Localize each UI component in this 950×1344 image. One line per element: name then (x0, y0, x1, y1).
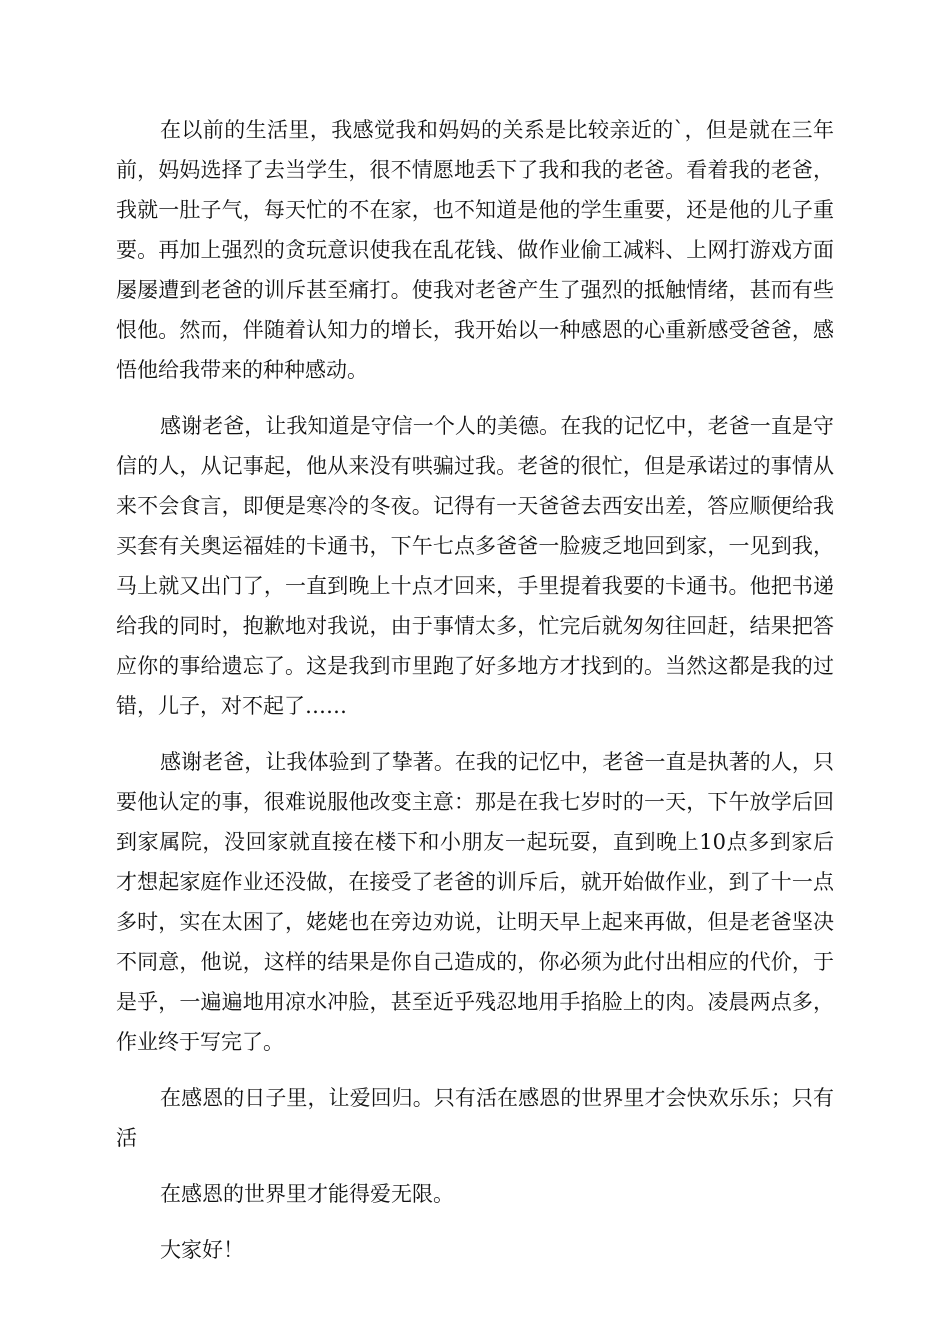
paragraph-1: 在以前的生活里，我感觉我和妈妈的关系是比较亲近的`，但是就在三年前，妈妈选择了去当学生，很不情愿地丢下了我和我的老爸。看着我的老爸，我就一肚子气，每天忙的不在家，也不知道是他的学生重要，还是他的儿子重要。再加上强烈的贪玩意识使我在乱花钱、做作业偷工减料、上网打游戏方面屡屡遭到老爸的训斥甚至痛打。使我对老爸产生了强烈的抵触情绪，甚而有些恨他。然而，伴随着认知力的增长，我开始以一种感恩的心重新感受爸爸，感悟他给我带来的种种感动。 (116, 118, 834, 382)
paragraph-2: 感谢老爸，让我知道是守信一个人的美德。在我的记忆中，老爸一直是守信的人，从记事起，他从来没有哄骗过我。老爸的很忙，但是承诺过的事情从来不会食言，即便是寒冷的冬夜。记得有一天爸爸去西安出差，答应顺便给我买套有关奥运福娃的卡通书，下午七点多爸爸一脸疲乏地回到家，一见到我，马上就又出门了，一直到晚上十点才回来，手里提着我要的卡通书。他把书递给我的同时，抱歉地对我说，由于事情太多，忙完后就匆匆往回赶，结果把答应你的事给遗忘了。这是我到市里跑了好多地方才找到的。当然这都是我的过错，儿子，对不起了…… (116, 414, 834, 718)
paragraph-4: 在感恩的日子里，让爱回归。只有活在感恩的世界里才会快欢乐乐；只有活 (116, 1086, 834, 1150)
paragraph-6: 大家好！ (160, 1238, 244, 1262)
paragraph-5: 在感恩的世界里才能得爱无限。 (160, 1182, 454, 1206)
body-text (116, 110, 834, 1270)
paragraph-3: 感谢老爸，让我体验到了挚著。在我的记忆中，老爸一直是执著的人，只要他认定的事，很难说服他改变主意：那是在我七岁时的一天，下午放学后回到家属院，没回家就直接在楼下和小朋友一起玩耍，直到晚上10点多到家后才想起家庭作业还没做，在接受了老爸的训斥后，就开始做作业，到了十一点多时，实在太困了，姥姥也在旁边劝说，让明天早上起来再做，但是老爸坚决不同意，他说，这样的结果是你自己造成的，你必须为此付出相应的代价，于是乎，一遍遍地用凉水冲脸，甚至近乎残忍地用手掐脸上的肉。凌晨两点多，作业终于写完了。 (116, 750, 834, 1054)
